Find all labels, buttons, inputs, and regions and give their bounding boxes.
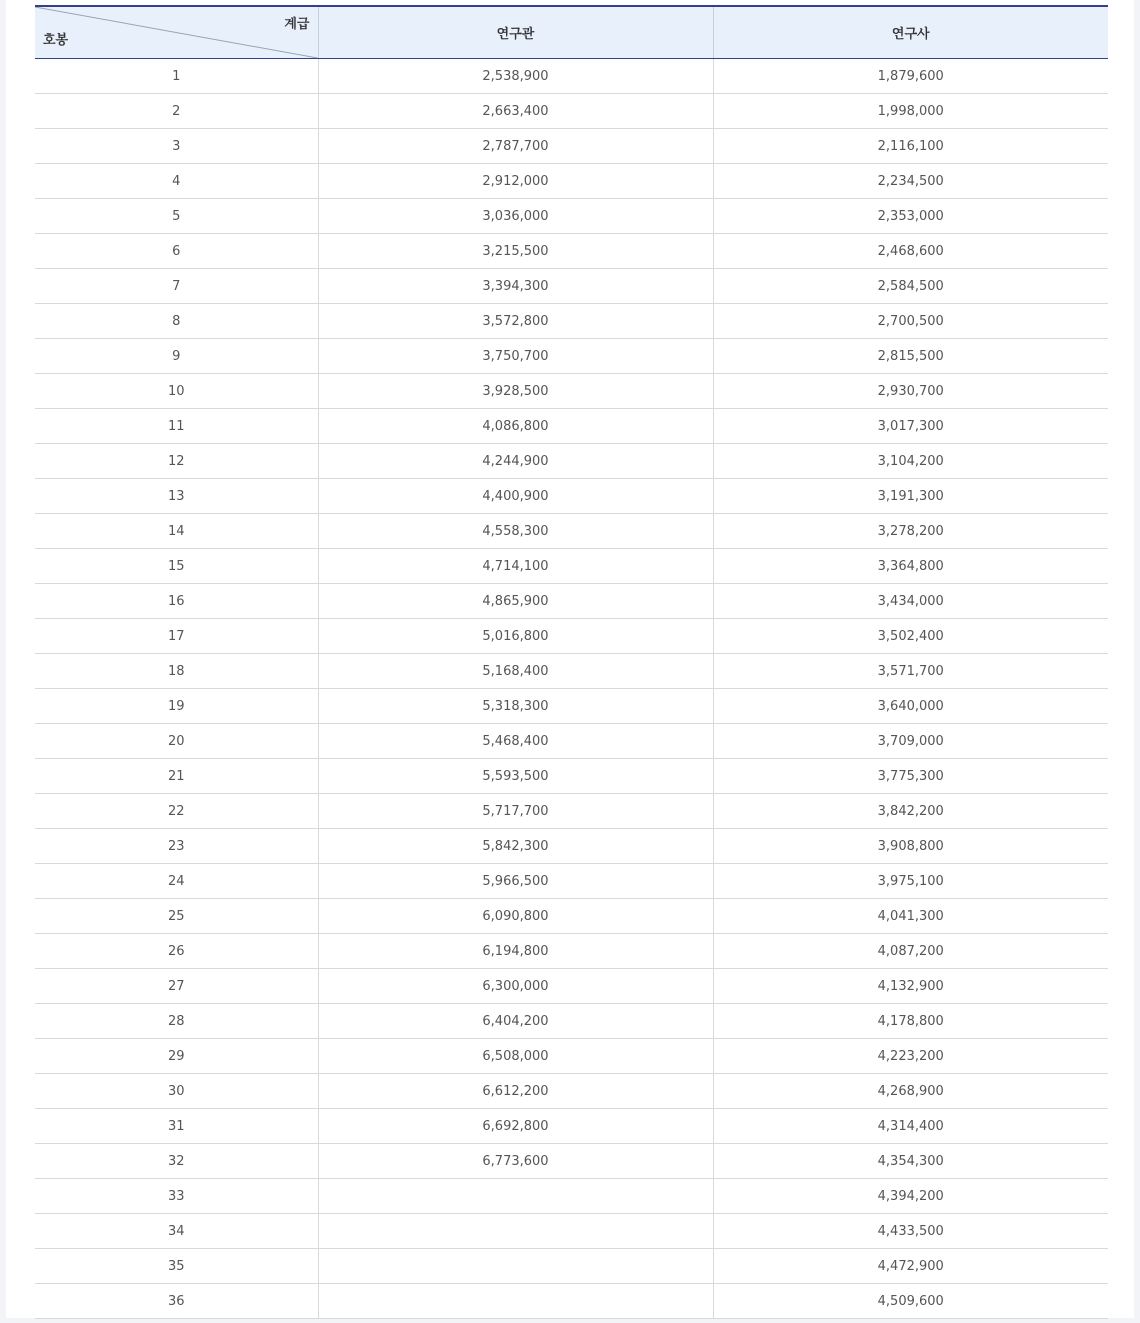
senior-researcher-pay-cell: 5,318,300 (318, 689, 713, 724)
table-row (35, 59, 1108, 94)
senior-researcher-pay-cell: 5,717,700 (318, 794, 713, 829)
researcher-pay-cell: 2,353,000 (713, 199, 1108, 234)
senior-researcher-pay-cell: 5,593,500 (318, 759, 713, 794)
step-cell: 35 (35, 1249, 318, 1284)
researcher-pay-cell: 1,879,600 (713, 59, 1108, 94)
senior-researcher-pay-cell (318, 1284, 713, 1319)
researcher-pay-cell: 4,223,200 (713, 1039, 1108, 1074)
step-cell: 36 (35, 1284, 318, 1319)
senior-researcher-pay-cell: 6,090,800 (318, 899, 713, 934)
table-row (35, 1249, 1108, 1284)
table-row (35, 794, 1108, 829)
table-row (35, 1144, 1108, 1179)
step-cell: 9 (35, 339, 318, 374)
researcher-pay-cell: 2,584,500 (713, 269, 1108, 304)
senior-researcher-pay-cell: 6,508,000 (318, 1039, 713, 1074)
senior-researcher-pay-cell: 4,714,100 (318, 549, 713, 584)
senior-researcher-pay-cell: 4,558,300 (318, 514, 713, 549)
step-cell: 34 (35, 1214, 318, 1249)
table-row (35, 1179, 1108, 1214)
step-cell: 30 (35, 1074, 318, 1109)
page-margin-left (0, 0, 6, 1323)
step-cell: 17 (35, 619, 318, 654)
table-row (35, 1109, 1108, 1144)
researcher-pay-cell: 3,104,200 (713, 444, 1108, 479)
senior-researcher-pay-cell: 6,692,800 (318, 1109, 713, 1144)
table-row (35, 619, 1108, 654)
researcher-pay-cell: 3,434,000 (713, 584, 1108, 619)
step-cell: 14 (35, 514, 318, 549)
table-row (35, 409, 1108, 444)
senior-researcher-pay-cell: 6,300,000 (318, 969, 713, 1004)
table-row (35, 94, 1108, 129)
senior-researcher-pay-cell: 3,750,700 (318, 339, 713, 374)
senior-researcher-pay-cell: 3,036,000 (318, 199, 713, 234)
column-header-senior-researcher: 연구관 (318, 6, 713, 59)
table-row (35, 829, 1108, 864)
table-row (35, 934, 1108, 969)
table-row (35, 864, 1108, 899)
table-row (35, 1284, 1108, 1319)
researcher-pay-cell: 3,842,200 (713, 794, 1108, 829)
step-cell: 1 (35, 59, 318, 94)
senior-researcher-pay-cell: 4,400,900 (318, 479, 713, 514)
researcher-pay-cell: 2,116,100 (713, 129, 1108, 164)
table-row (35, 269, 1108, 304)
table-row (35, 304, 1108, 339)
senior-researcher-pay-cell: 4,865,900 (318, 584, 713, 619)
step-cell: 27 (35, 969, 318, 1004)
researcher-pay-cell: 4,314,400 (713, 1109, 1108, 1144)
senior-researcher-pay-cell: 5,966,500 (318, 864, 713, 899)
step-cell: 16 (35, 584, 318, 619)
step-cell: 15 (35, 549, 318, 584)
column-header-researcher: 연구사 (713, 6, 1108, 59)
diagonal-divider (35, 7, 318, 58)
table-row (35, 199, 1108, 234)
researcher-pay-cell: 4,433,500 (713, 1214, 1108, 1249)
step-cell: 23 (35, 829, 318, 864)
table-row (35, 339, 1108, 374)
table-row (35, 1074, 1108, 1109)
researcher-pay-cell: 3,908,800 (713, 829, 1108, 864)
step-cell: 4 (35, 164, 318, 199)
step-cell: 2 (35, 94, 318, 129)
table-row (35, 969, 1108, 1004)
senior-researcher-pay-cell (318, 1179, 713, 1214)
step-cell: 29 (35, 1039, 318, 1074)
researcher-pay-cell: 4,394,200 (713, 1179, 1108, 1214)
step-cell: 13 (35, 479, 318, 514)
researcher-pay-cell: 4,132,900 (713, 969, 1108, 1004)
researcher-pay-cell: 3,502,400 (713, 619, 1108, 654)
table-row (35, 759, 1108, 794)
step-cell: 28 (35, 1004, 318, 1039)
senior-researcher-pay-cell (318, 1249, 713, 1284)
header-row (35, 6, 1108, 59)
table-row (35, 1214, 1108, 1249)
table-row (35, 1004, 1108, 1039)
researcher-pay-cell: 4,509,600 (713, 1284, 1108, 1319)
researcher-pay-cell: 2,468,600 (713, 234, 1108, 269)
senior-researcher-pay-cell: 5,168,400 (318, 654, 713, 689)
corner-label-step: 호봉 (43, 33, 69, 48)
step-cell: 18 (35, 654, 318, 689)
step-cell: 20 (35, 724, 318, 759)
senior-researcher-pay-cell: 3,394,300 (318, 269, 713, 304)
senior-researcher-pay-cell: 5,016,800 (318, 619, 713, 654)
senior-researcher-pay-cell: 2,912,000 (318, 164, 713, 199)
researcher-pay-cell: 3,975,100 (713, 864, 1108, 899)
step-cell: 33 (35, 1179, 318, 1214)
researcher-pay-cell: 3,709,000 (713, 724, 1108, 759)
step-cell: 25 (35, 899, 318, 934)
researcher-pay-cell: 3,278,200 (713, 514, 1108, 549)
table-row (35, 1039, 1108, 1074)
senior-researcher-pay-cell: 3,928,500 (318, 374, 713, 409)
table-row (35, 514, 1108, 549)
step-cell: 21 (35, 759, 318, 794)
researcher-pay-cell: 1,998,000 (713, 94, 1108, 129)
researcher-pay-cell: 2,815,500 (713, 339, 1108, 374)
senior-researcher-pay-cell (318, 1214, 713, 1249)
senior-researcher-pay-cell: 2,538,900 (318, 59, 713, 94)
senior-researcher-pay-cell: 5,468,400 (318, 724, 713, 759)
page-margin-right (1134, 0, 1140, 1323)
step-cell: 31 (35, 1109, 318, 1144)
step-cell: 8 (35, 304, 318, 339)
step-cell: 12 (35, 444, 318, 479)
table-row (35, 584, 1108, 619)
table-header (35, 6, 1108, 59)
step-cell: 19 (35, 689, 318, 724)
step-cell: 24 (35, 864, 318, 899)
step-cell: 3 (35, 129, 318, 164)
step-cell: 26 (35, 934, 318, 969)
table-row (35, 374, 1108, 409)
table-row (35, 234, 1108, 269)
table-row (35, 724, 1108, 759)
step-cell: 7 (35, 269, 318, 304)
senior-researcher-pay-cell: 6,612,200 (318, 1074, 713, 1109)
senior-researcher-pay-cell: 6,194,800 (318, 934, 713, 969)
researcher-pay-cell: 3,017,300 (713, 409, 1108, 444)
table-row (35, 654, 1108, 689)
researcher-pay-cell: 3,191,300 (713, 479, 1108, 514)
researcher-pay-cell: 4,087,200 (713, 934, 1108, 969)
table-row (35, 164, 1108, 199)
corner-header-cell (35, 6, 318, 59)
senior-researcher-pay-cell: 2,663,400 (318, 94, 713, 129)
senior-researcher-pay-cell: 3,215,500 (318, 234, 713, 269)
step-cell: 32 (35, 1144, 318, 1179)
senior-researcher-pay-cell: 6,404,200 (318, 1004, 713, 1039)
senior-researcher-pay-cell: 3,572,800 (318, 304, 713, 339)
step-cell: 11 (35, 409, 318, 444)
researcher-pay-cell: 2,930,700 (713, 374, 1108, 409)
senior-researcher-pay-cell: 4,086,800 (318, 409, 713, 444)
table-row (35, 479, 1108, 514)
senior-researcher-pay-cell: 5,842,300 (318, 829, 713, 864)
table-row (35, 899, 1108, 934)
table-body (35, 59, 1108, 1319)
researcher-pay-cell: 3,571,700 (713, 654, 1108, 689)
researcher-pay-cell: 4,268,900 (713, 1074, 1108, 1109)
step-cell: 5 (35, 199, 318, 234)
researcher-pay-cell: 3,640,000 (713, 689, 1108, 724)
table-row (35, 444, 1108, 479)
salary-table (35, 5, 1108, 1319)
researcher-pay-cell: 2,234,500 (713, 164, 1108, 199)
table-row (35, 549, 1108, 584)
table-row (35, 129, 1108, 164)
table-row (35, 689, 1108, 724)
step-cell: 22 (35, 794, 318, 829)
step-cell: 6 (35, 234, 318, 269)
senior-researcher-pay-cell: 4,244,900 (318, 444, 713, 479)
researcher-pay-cell: 4,041,300 (713, 899, 1108, 934)
corner-label-grade: 계급 (284, 17, 310, 32)
senior-researcher-pay-cell: 6,773,600 (318, 1144, 713, 1179)
step-cell: 10 (35, 374, 318, 409)
senior-researcher-pay-cell: 2,787,700 (318, 129, 713, 164)
researcher-pay-cell: 2,700,500 (713, 304, 1108, 339)
researcher-pay-cell: 4,178,800 (713, 1004, 1108, 1039)
researcher-pay-cell: 3,775,300 (713, 759, 1108, 794)
researcher-pay-cell: 3,364,800 (713, 549, 1108, 584)
researcher-pay-cell: 4,472,900 (713, 1249, 1108, 1284)
researcher-pay-cell: 4,354,300 (713, 1144, 1108, 1179)
